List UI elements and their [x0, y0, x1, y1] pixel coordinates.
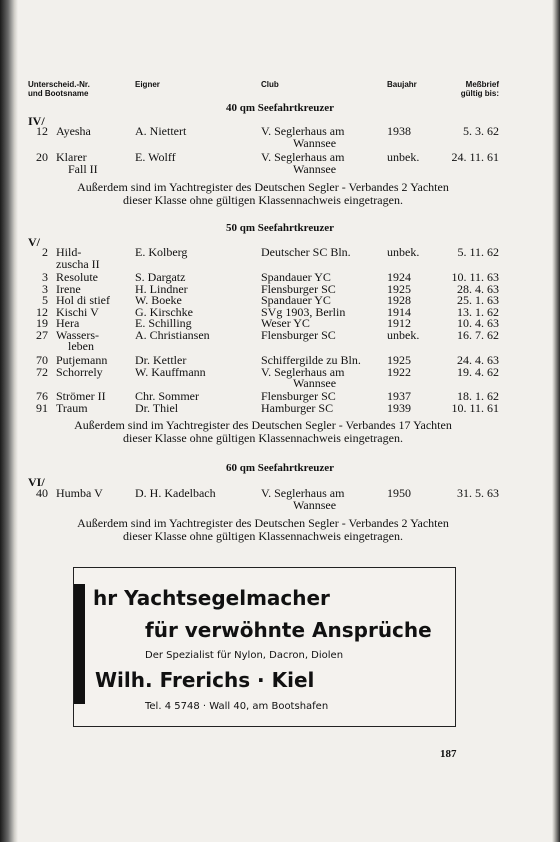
advertisement-box [73, 567, 456, 727]
sail-number: 76 [36, 389, 48, 403]
boat-name: Kischi V [56, 304, 99, 319]
club: Spandauer YC [261, 270, 331, 284]
column-header-certificate [444, 80, 499, 98]
certificate-valid: 5. 11. 62 [457, 245, 499, 259]
sail-number: 12 [36, 124, 48, 138]
club-line2: Wannsee [293, 376, 337, 390]
build-year: unbek. [387, 245, 420, 259]
header-line: Meßbrief [465, 80, 499, 89]
sail-number: 70 [36, 353, 48, 367]
note-line: dieser Klasse ohne gültigen Klassennachweis eingetragen. [123, 193, 403, 207]
boat-name: Hol di stief [56, 293, 110, 307]
header-line: und Bootsname [28, 89, 89, 98]
sail-number: 20 [36, 150, 48, 164]
ad-black-bar [74, 584, 85, 704]
ad-headline: hr Yachtsegelmacher [93, 586, 330, 610]
sail-number: 40 [36, 486, 48, 500]
club: Hamburger SC [261, 400, 334, 415]
section-title-40qm: 40 qm Seefahrtkreuzer [226, 102, 334, 114]
page-binding-shadow [0, 0, 18, 842]
sail-number: 12 [36, 304, 48, 319]
sail-number: 2 [42, 245, 48, 259]
owner: A. Christiansen [135, 327, 210, 342]
boat-name: Putjemann [56, 353, 108, 367]
column-header-club: Club [261, 80, 279, 89]
build-year: 1937 [387, 389, 411, 403]
boat-name: Resolute [56, 270, 98, 284]
club: V. Seglerhaus am [261, 150, 345, 164]
club: Schiffergilde zu Bln. [261, 353, 361, 367]
note-line: Außerdem sind im Yachtregister des Deutschen Segler - Verbandes 2 Yachten [77, 516, 449, 530]
section-title-50qm: 50 qm Seefahrtkreuzer [226, 222, 334, 234]
note-line: Außerdem sind im Yachtregister des Deutschen Segler - Verbandes 2 Yachten [77, 180, 449, 194]
boat-name-line2: zuscha II [56, 256, 100, 271]
sail-number: 27 [36, 327, 48, 342]
club: Weser YC [261, 316, 310, 330]
section-title-60qm: 60 qm Seefahrtkreuzer [226, 462, 334, 474]
owner: G. Kirschke [135, 304, 193, 319]
certificate-valid: 10. 4. 63 [457, 316, 499, 330]
club: Flensburger SC [261, 281, 336, 296]
owner: Dr. Thiel [135, 400, 179, 415]
boat-name: Irene [56, 281, 81, 296]
certificate-valid: 24. 4. 63 [457, 353, 499, 367]
owner: E. Schilling [135, 316, 192, 330]
build-year: 1922 [387, 364, 411, 379]
header-line: Unterscheid.-Nr. [28, 80, 90, 89]
boat-name: Strömer II [56, 389, 106, 403]
owner: H. Lindner [135, 281, 188, 296]
build-year: 1924 [387, 270, 411, 284]
sail-number: 72 [36, 364, 48, 379]
certificate-valid: 25. 1. 63 [457, 293, 499, 307]
owner: W. Kauffmann [135, 364, 206, 379]
column-header-owner: Eigner [135, 80, 160, 89]
certificate-valid: 10. 11. 63 [451, 270, 499, 284]
owner: E. Wolff [135, 150, 176, 164]
class-label-vi: VI/ [28, 475, 45, 489]
sail-number: 19 [36, 316, 48, 330]
header-line: gültig bis: [460, 89, 499, 98]
certificate-valid: 10. 11. 61 [451, 400, 499, 415]
ad-specialist-text: Der Spezialist für Nylon, Dacron, Diolen [145, 650, 344, 661]
ad-company-name: Wilh. Frerichs · Kiel [95, 668, 315, 692]
club: Spandauer YC [261, 293, 331, 307]
column-header-year: Baujahr [387, 80, 417, 89]
sail-number: 3 [42, 270, 48, 284]
certificate-valid: 5. 3. 62 [463, 124, 499, 138]
club-line2: Wannsee [293, 161, 337, 176]
build-year: 1914 [387, 304, 411, 319]
certificate-valid: 24. 11. 61 [451, 150, 499, 164]
boat-name: Humba V [56, 486, 103, 500]
registry-note [28, 419, 498, 445]
certificate-valid: 16. 7. 62 [457, 327, 499, 342]
note-line: dieser Klasse ohne gültigen Klassennachweis eingetragen. [123, 529, 403, 543]
ad-contact: Tel. 4 5748 · Wall 40, am Bootshafen [145, 701, 329, 712]
club: Flensburger SC [261, 389, 336, 403]
registry-note [28, 181, 498, 207]
boat-name: Ayesha [56, 124, 91, 138]
build-year: unbek. [387, 150, 420, 164]
boat-name: Traum [56, 400, 88, 415]
club: V. Seglerhaus am [261, 124, 345, 138]
owner: S. Dargatz [135, 270, 186, 284]
note-line: Außerdem sind im Yachtregister des Deutschen Segler - Verbandes 17 Yachten [74, 418, 452, 432]
certificate-valid: 28. 4. 63 [457, 281, 499, 296]
club: Flensburger SC [261, 327, 336, 342]
sail-number: 5 [42, 293, 48, 307]
column-header-number [28, 80, 90, 98]
build-year: 1925 [387, 281, 411, 296]
sail-number: 91 [36, 400, 48, 415]
owner: E. Kolberg [135, 245, 188, 259]
page-edge-shadow [552, 0, 560, 842]
boat-name-line2: Fall II [68, 161, 98, 176]
boat-name: Wassers- [56, 327, 100, 342]
build-year: 1938 [387, 124, 411, 138]
club: Deutscher SC Bln. [261, 245, 351, 259]
class-label-v: V/ [28, 235, 40, 249]
club: V. Seglerhaus am [261, 486, 345, 500]
owner: W. Boeke [135, 293, 182, 307]
note-line: dieser Klasse ohne gültigen Klassennachweis eingetragen. [123, 431, 403, 445]
boat-name: Hild- [56, 245, 82, 259]
club: SVg 1903, Berlin [261, 304, 346, 319]
boat-name-line2: leben [68, 339, 94, 353]
owner: A. Niettert [135, 124, 187, 138]
club-line2: Wannsee [293, 497, 337, 512]
build-year: unbek. [387, 327, 420, 342]
build-year: 1950 [387, 486, 411, 500]
certificate-valid: 19. 4. 62 [457, 364, 499, 379]
certificate-valid: 18. 1. 62 [457, 389, 499, 403]
sail-number: 3 [42, 281, 48, 296]
build-year: 1928 [387, 293, 411, 307]
club-line2: Wannsee [293, 135, 337, 150]
certificate-valid: 31. 5. 63 [457, 486, 499, 500]
build-year: 1939 [387, 400, 411, 415]
club: V. Seglerhaus am [261, 364, 345, 379]
certificate-valid: 13. 1. 62 [457, 304, 499, 319]
boat-name: Klarer [56, 150, 87, 164]
boat-name: Hera [56, 316, 80, 330]
build-year: 1912 [387, 316, 411, 330]
owner: Dr. Kettler [135, 353, 187, 367]
boat-name: Schorrely [56, 364, 103, 379]
page-number: 187 [440, 748, 457, 760]
registry-note [28, 517, 498, 543]
build-year: 1925 [387, 353, 411, 367]
owner: D. H. Kadelbach [135, 486, 216, 500]
class-label-iv: IV/ [28, 114, 45, 128]
owner: Chr. Sommer [135, 389, 200, 403]
ad-tagline: für verwöhnte Ansprüche [145, 618, 432, 642]
